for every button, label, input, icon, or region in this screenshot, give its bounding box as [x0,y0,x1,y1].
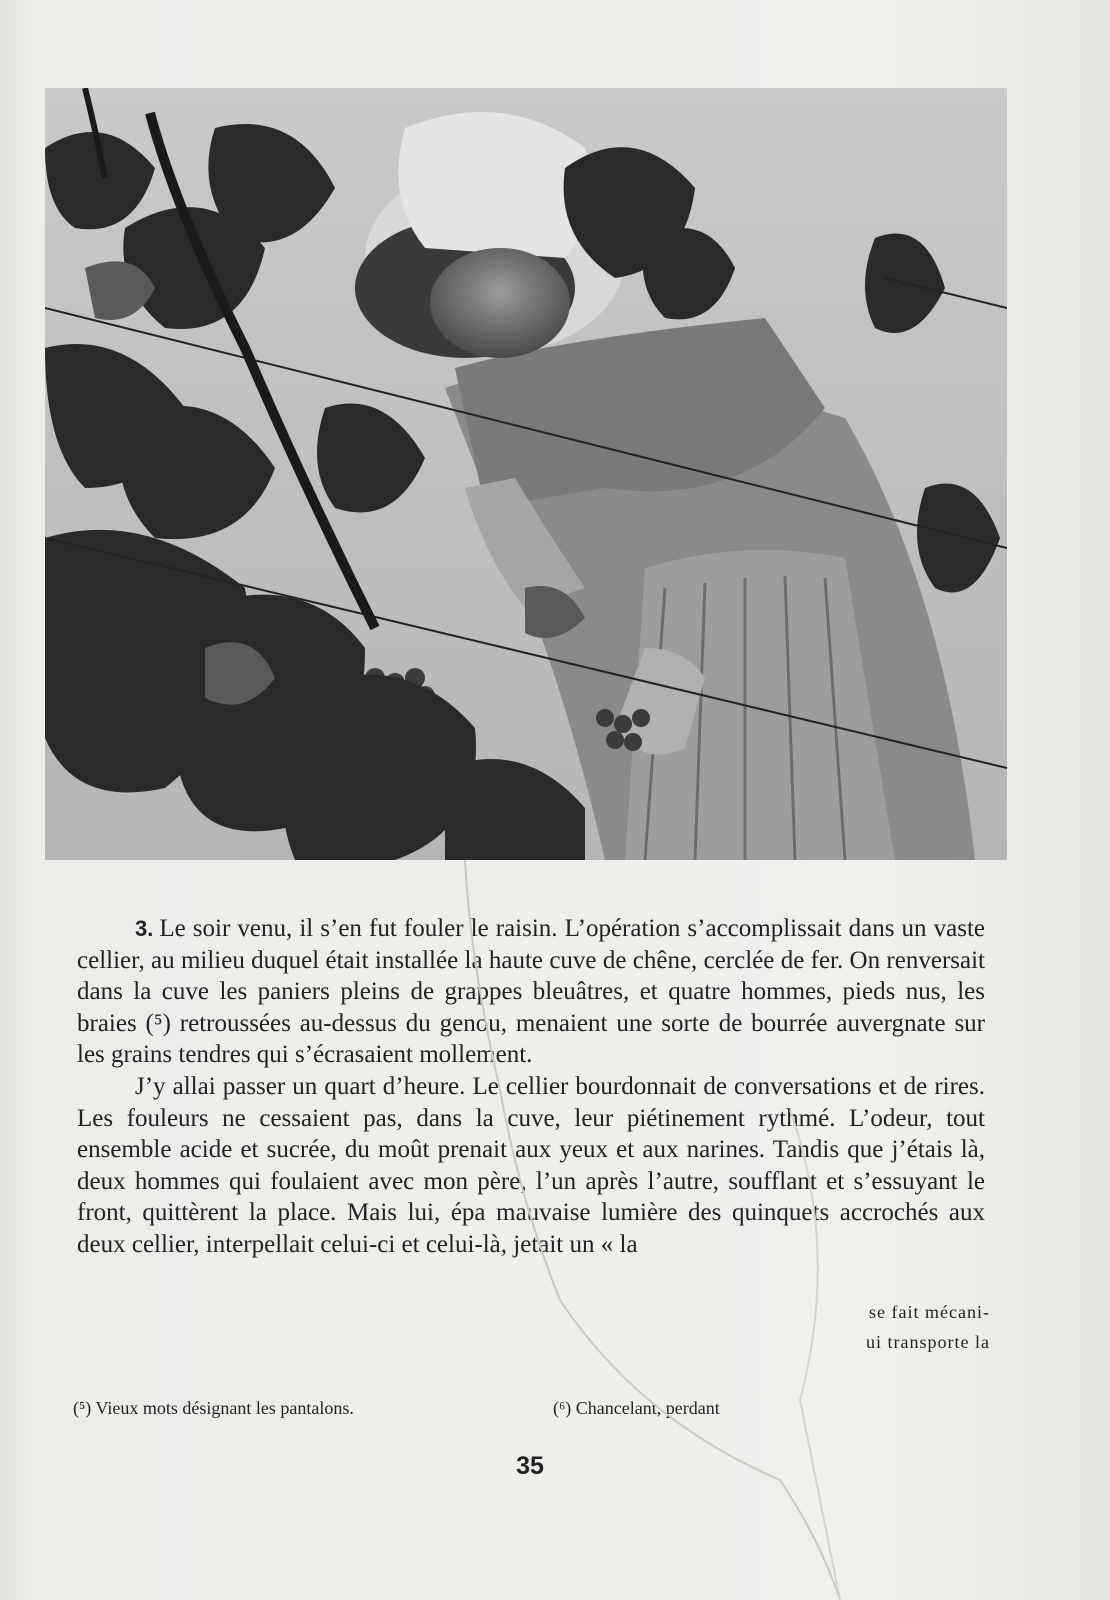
margin-note-line: ui transporte la [866,1332,990,1352]
footnote-6: (⁶) Chancelant, perdant [553,1398,720,1418]
section-number: 3. [135,916,154,941]
page-number: 35 [516,1452,544,1480]
photo-woman-harvesting-grapes-icon [45,88,1007,860]
margin-notes [810,1297,990,1357]
paragraph-2: J’y allai passer un quart d’heure. Le cellier bourdonnait de conversations et de rires. Les fouleurs ne cessaient pas, dans la cuve, leur piétinement rythmé. L’odeur, tout ensemble acide et sucrée, du moût prenait aux yeux et aux narines. Tandis que j’étais là, deux hommes qui foulaient avec mon père, l’un après l’autre, soufflant et s’essuyant le front, quittèrent la place. Mais lui, épa mauvaise lumière des quinquets accrochés aux deux cellier, interpellait celui-ci et celui-là, jetait un « la [77,1072,985,1258]
body-text [77,913,985,1261]
margin-note-line: se fait mécani- [869,1302,990,1322]
paragraph-1-text: Le soir venu, il s’en fut fouler le raisin. L’opération s’accomplissait dans un vaste cellier, au milieu duquel était installée la haute cuve de chêne, cerclée de fer. On renversait dans la cuve les paniers pleins de grappes bleuâtres, et quatre hommes, pieds nus, les braies (⁵) retroussées au-dessus du genou, menaient une sorte de bourrée auvergnate sur les grains tendres qui s’écrasaient mollement. [77,915,985,1069]
footnote-5: (⁵) Vieux mots désignant les pantalons. [73,1398,354,1418]
paragraph-1 [77,913,985,1071]
vineyard-photo [45,88,1007,860]
